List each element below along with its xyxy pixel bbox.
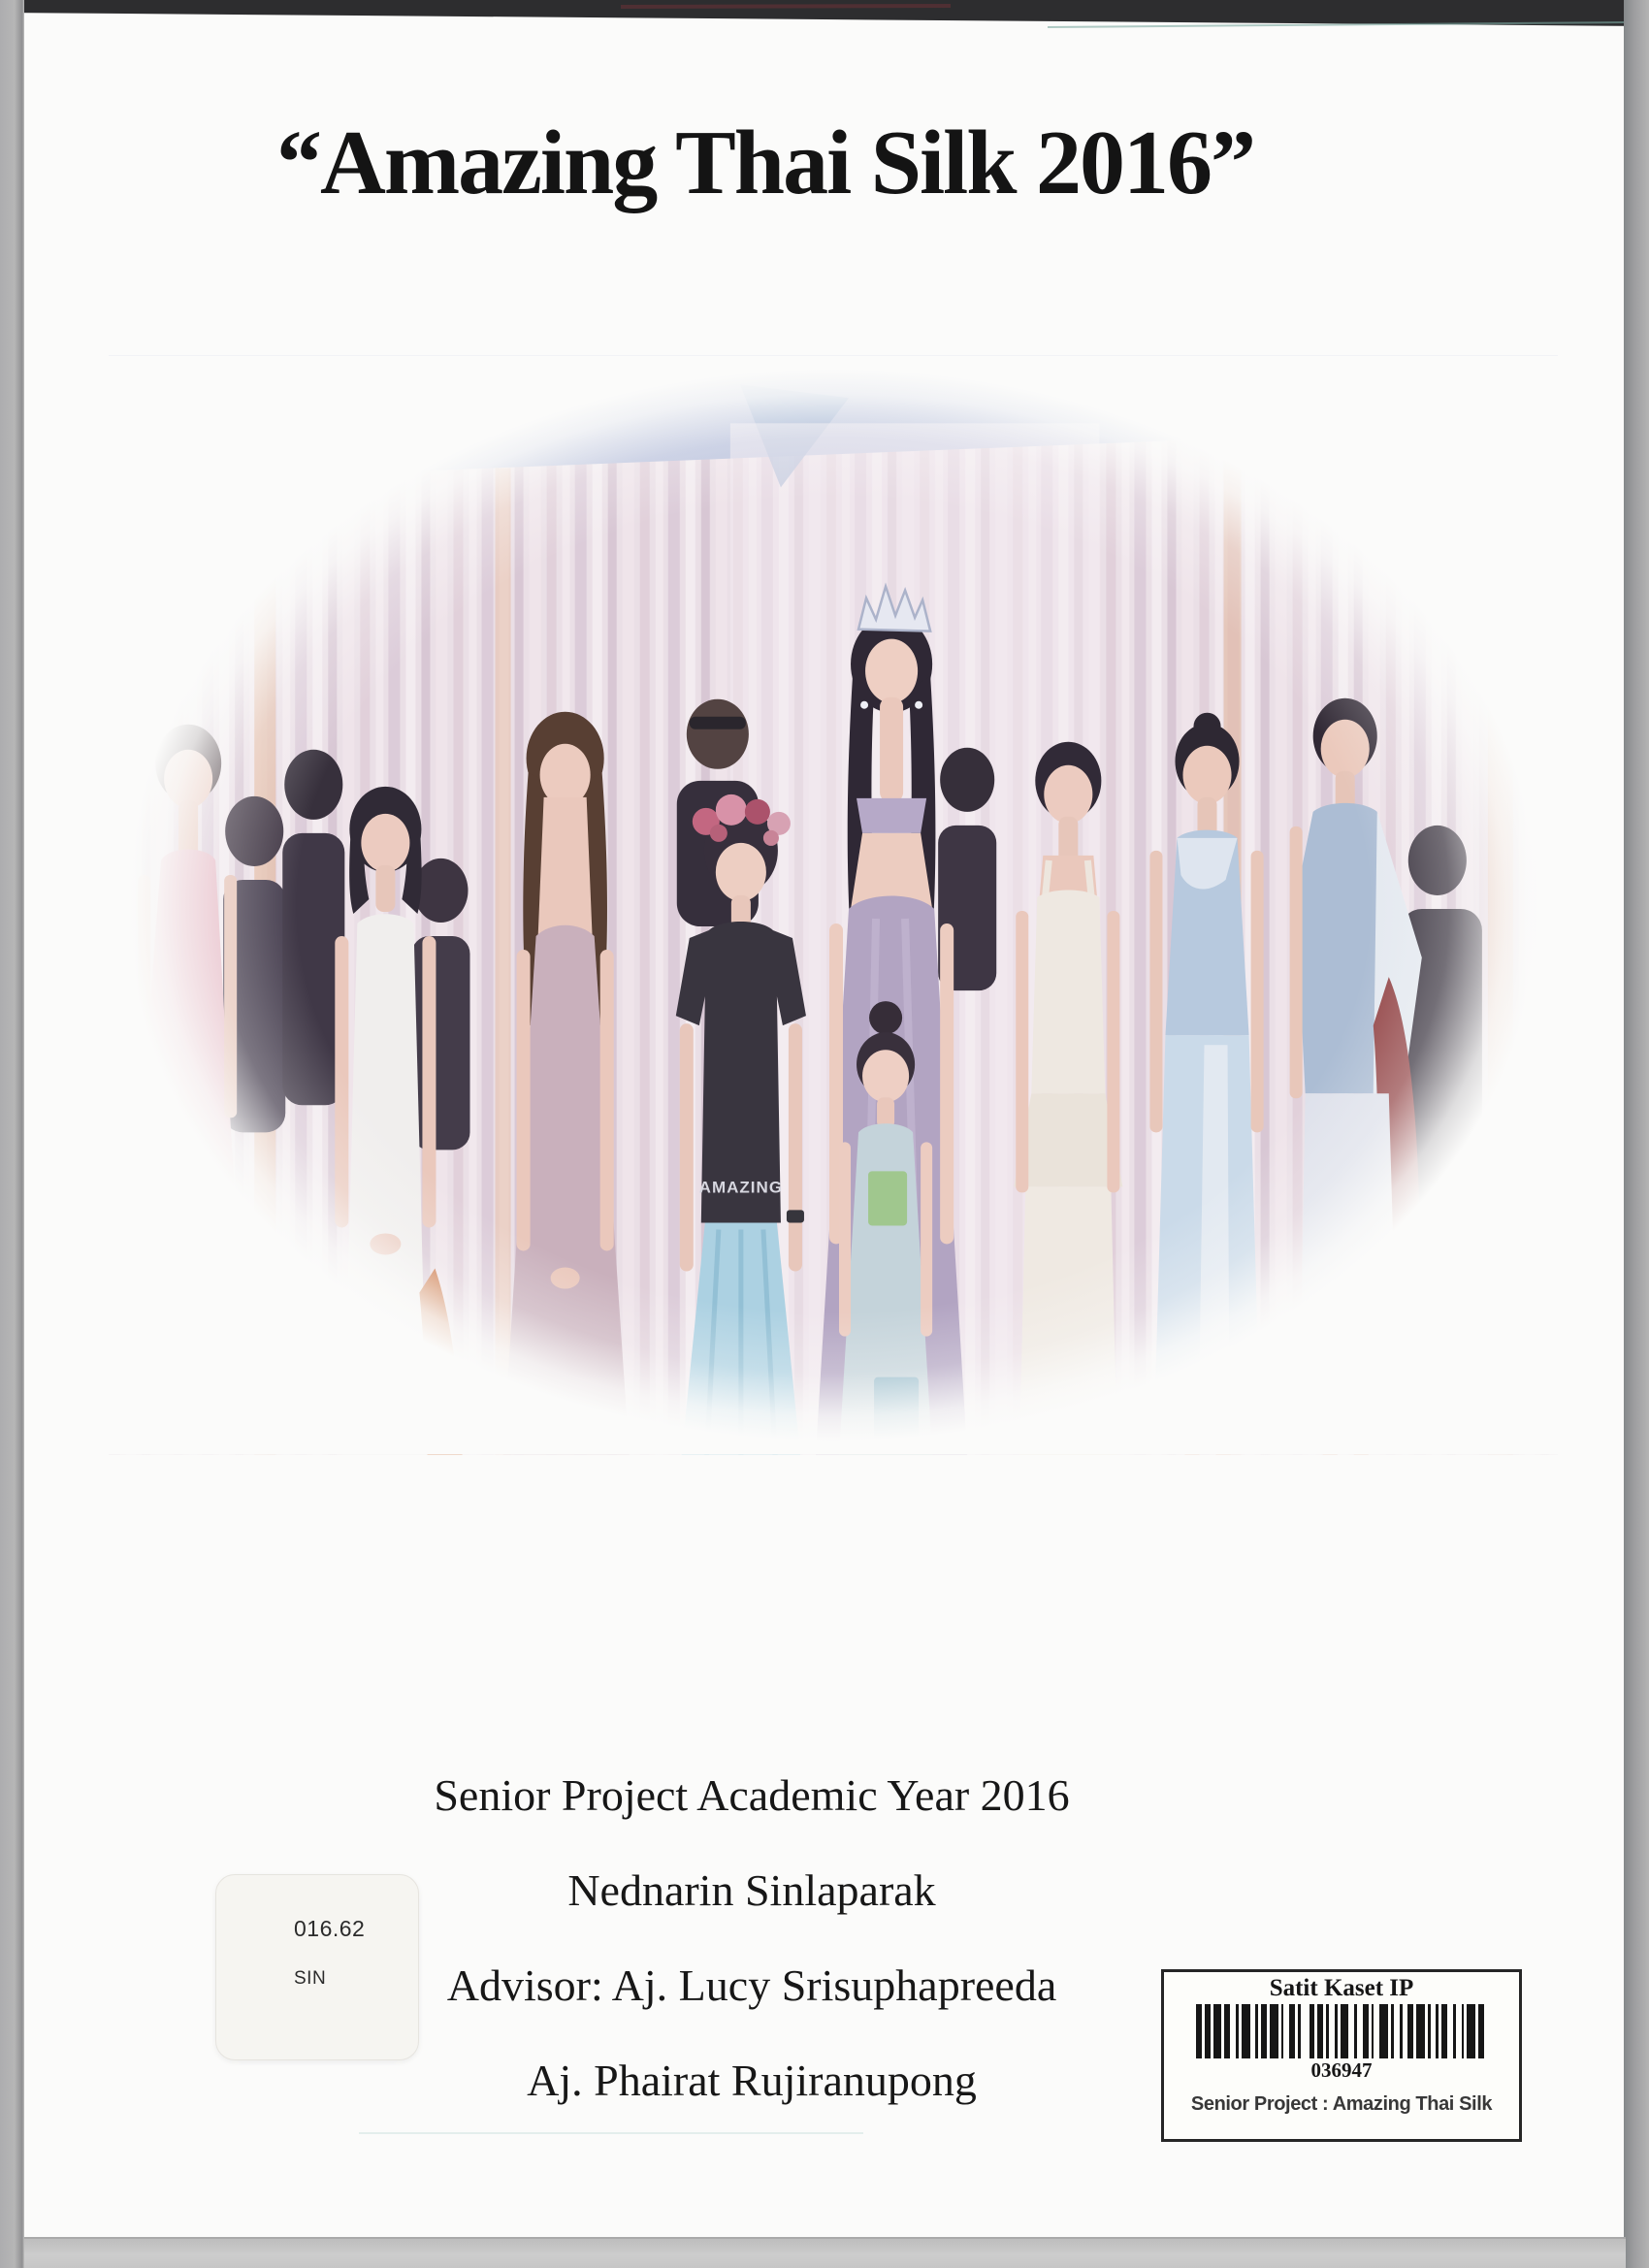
scanner-edge-bottom	[24, 2237, 1626, 2268]
credit-author: Nednarin Sinlaparak	[567, 1865, 936, 1915]
credit-project-line: Senior Project Academic Year 2016	[434, 1770, 1070, 1820]
oval-vignette	[109, 355, 1558, 1455]
credit-advisor: Advisor: Aj. Lucy Srisuphapreeda	[446, 1960, 1057, 2010]
scan-artifact-line	[359, 2132, 863, 2134]
scanner-edge-right	[1624, 0, 1649, 2268]
barcode-item-title: Senior Project : Amazing Thai Silk	[1190, 2093, 1493, 2115]
scanner-edge-left	[0, 0, 24, 2268]
barcode-number: 036947	[1310, 2058, 1373, 2082]
call-number-sticker	[215, 1874, 419, 2060]
scan-top-edge	[0, 0, 1649, 33]
credit-co-advisor: Aj. Phairat Rujiranupong	[527, 2056, 977, 2105]
library-barcode-label	[1161, 1969, 1522, 2142]
author-cutter: SIN	[294, 1968, 327, 1989]
library-name: Satit Kaset IP	[1269, 1975, 1414, 2001]
barcode-icon	[1196, 2004, 1487, 2058]
page-title: “Amazing Thai Silk 2016”	[276, 113, 1254, 213]
cover-photo	[109, 355, 1558, 1455]
call-number: 016.62	[294, 1916, 366, 1941]
